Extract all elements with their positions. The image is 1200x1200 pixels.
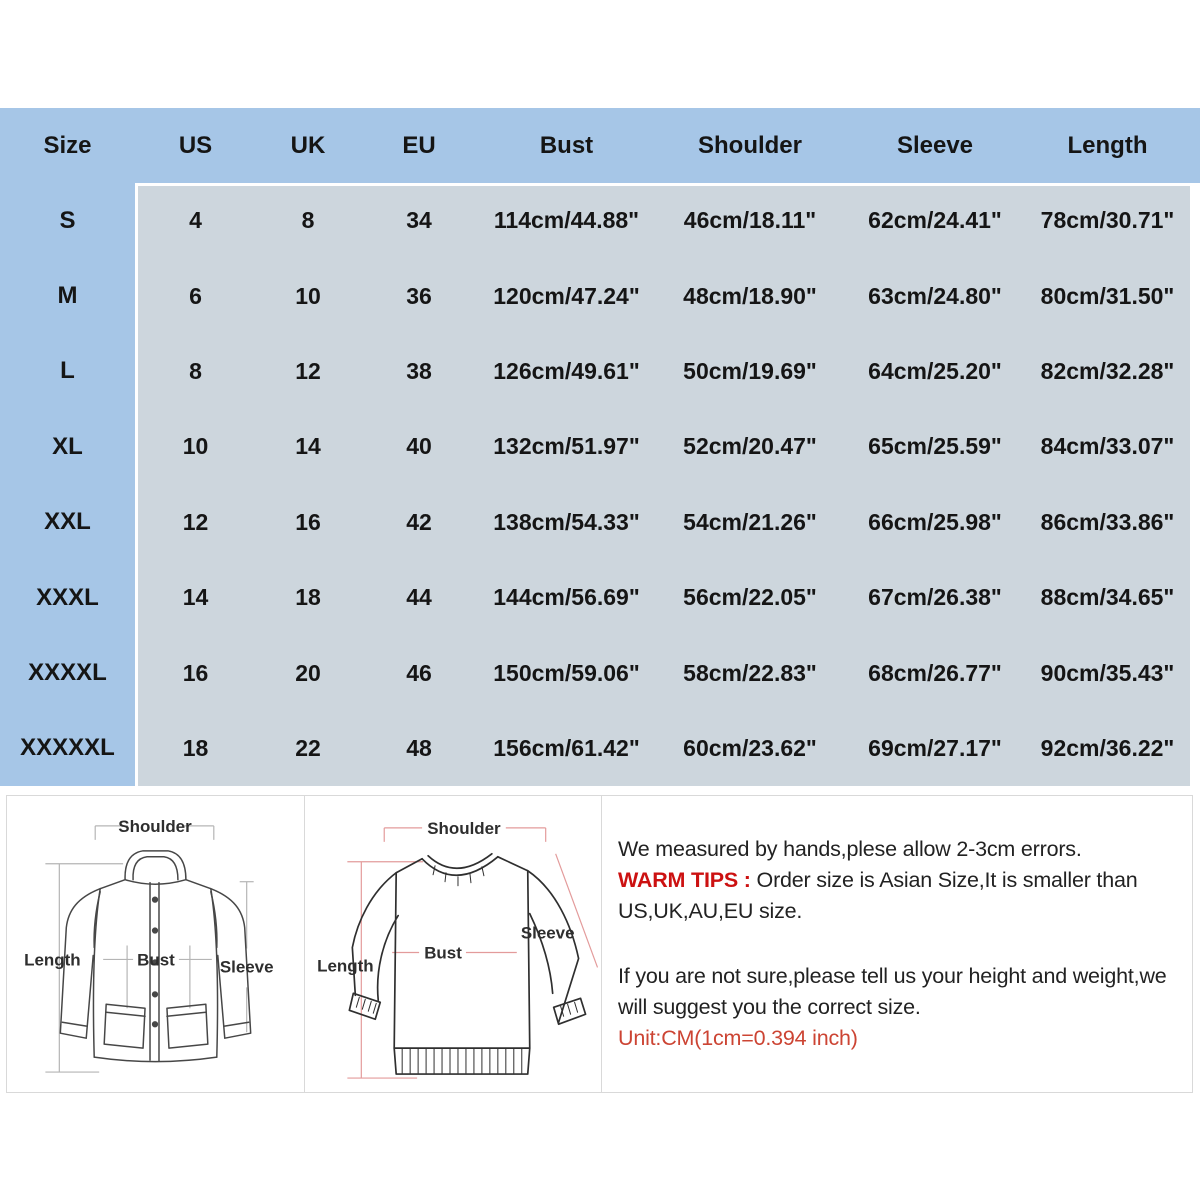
sweater-shoulder-label: Shoulder xyxy=(427,818,501,838)
sweater-measurement-diagram xyxy=(305,796,601,1093)
table-cell: 144cm/56.69" xyxy=(493,584,640,611)
table-cell: 16 xyxy=(182,659,209,686)
col-header-us: US xyxy=(178,131,213,159)
table-cell: 54cm/21.26" xyxy=(683,508,817,535)
table-cell: 150cm/59.06" xyxy=(493,659,640,686)
table-cell: 4 xyxy=(189,207,202,234)
table-cell: 14 xyxy=(295,433,321,460)
table-cell: 10 xyxy=(182,433,209,460)
table-cell: 64cm/25.20" xyxy=(868,357,1002,384)
table-cell: 42 xyxy=(406,508,432,535)
measured-by-hands-note: We measured by hands,plese allow 2-3cm errors. xyxy=(618,837,1082,861)
sweater-length-label: Length xyxy=(317,956,374,976)
row-label: XXXL xyxy=(36,583,99,611)
table-cell: 92cm/36.22" xyxy=(1040,734,1175,761)
table-cell: 60cm/23.62" xyxy=(683,734,817,761)
table-cell: 88cm/34.65" xyxy=(1040,584,1175,611)
table-cell: 18 xyxy=(295,584,321,611)
row-label: M xyxy=(57,282,78,310)
col-header-bust: Bust xyxy=(539,131,594,159)
table-cell: 48 xyxy=(406,734,432,761)
table-cell: 78cm/30.71" xyxy=(1040,207,1175,234)
table-cell: 36 xyxy=(406,282,432,309)
jacket-sleeve-label: Sleeve xyxy=(219,957,274,977)
size-help-note xyxy=(618,961,1178,1054)
jacket-length-label: Length xyxy=(24,950,81,970)
table-cell: 16 xyxy=(295,508,321,535)
jacket-bust-label: Bust xyxy=(137,950,175,970)
row-label: XXL xyxy=(44,508,91,536)
table-cell: 68cm/26.77" xyxy=(868,659,1002,686)
measure-guide-section xyxy=(6,795,1193,1093)
table-cell: 22 xyxy=(295,734,321,761)
table-cell: 67cm/26.38" xyxy=(868,584,1002,611)
table-cell: 114cm/44.88" xyxy=(493,207,640,234)
size-help-line1: If you are not sure,please tell us your height and weight,we xyxy=(618,964,1167,988)
warm-tips-text-line1: Order size is Asian Size,It is smaller than xyxy=(756,868,1138,892)
table-cell: 120cm/47.24" xyxy=(493,282,640,309)
row-label: XXXXXL xyxy=(20,734,115,762)
table-cell: 132cm/51.97" xyxy=(493,433,640,460)
unit-note: Unit:CM(1cm=0.394 inch) xyxy=(618,1026,858,1050)
table-cell: 50cm/19.69" xyxy=(683,357,817,384)
row-label: L xyxy=(60,357,75,385)
sweater-outline xyxy=(349,854,585,1074)
table-cell: 12 xyxy=(295,357,321,384)
col-header-sleeve: Sleeve xyxy=(896,131,974,159)
size-help-line2: will suggest you the correct size. xyxy=(618,995,921,1019)
warm-tips-label: WARM TIPS : xyxy=(618,868,751,892)
table-cell: 18 xyxy=(182,734,209,761)
table-cell: 10 xyxy=(295,282,321,309)
notes-panel xyxy=(602,796,1192,1092)
size-table xyxy=(0,108,1190,786)
table-cell: 34 xyxy=(406,207,432,234)
col-header-size: Size xyxy=(43,131,92,159)
table-cell: 12 xyxy=(182,508,209,535)
table-cell: 90cm/35.43" xyxy=(1040,659,1175,686)
table-cell: 156cm/61.42" xyxy=(493,734,640,761)
jacket-measurement-diagram xyxy=(7,796,305,1093)
table-cell: 58cm/22.83" xyxy=(683,659,817,686)
table-cell: 80cm/31.50" xyxy=(1040,282,1175,309)
col-header-shoulder: Shoulder xyxy=(697,131,802,159)
col-header-length: Length xyxy=(1067,131,1148,159)
table-cell: 56cm/22.05" xyxy=(683,584,817,611)
table-cell: 8 xyxy=(189,357,202,384)
table-cell: 46 xyxy=(406,659,432,686)
table-cell: 69cm/27.17" xyxy=(868,734,1002,761)
row-label: XL xyxy=(52,432,83,460)
table-cell: 6 xyxy=(189,282,202,309)
warm-tips-text-line2: US,UK,AU,EU size. xyxy=(618,899,803,923)
table-cell: 46cm/18.11" xyxy=(683,207,817,234)
row-label: XXXXL xyxy=(28,659,107,687)
table-cell: 14 xyxy=(182,584,209,611)
table-cell: 66cm/25.98" xyxy=(868,508,1002,535)
table-cell: 126cm/49.61" xyxy=(493,357,640,384)
table-cell: 63cm/24.80" xyxy=(868,282,1002,309)
table-cell: 40 xyxy=(406,433,432,460)
table-cell: 48cm/18.90" xyxy=(683,282,817,309)
table-cell: 138cm/54.33" xyxy=(493,508,640,535)
table-cell: 52cm/20.47" xyxy=(683,433,817,460)
table-cell: 65cm/25.59" xyxy=(868,433,1002,460)
table-cell: 8 xyxy=(301,207,315,234)
sweater-bust-label: Bust xyxy=(424,943,462,963)
col-header-eu: EU xyxy=(402,131,436,159)
table-cell: 84cm/33.07" xyxy=(1040,433,1175,460)
sweater-sleeve-label: Sleeve xyxy=(520,923,575,943)
table-cell: 62cm/24.41" xyxy=(868,207,1002,234)
sweater-diagram-panel xyxy=(305,796,602,1092)
table-cell: 20 xyxy=(295,659,321,686)
jacket-diagram-panel xyxy=(7,796,305,1092)
table-cell: 86cm/33.86" xyxy=(1040,508,1175,535)
col-header-uk: UK xyxy=(290,131,326,159)
table-cell: 82cm/32.28" xyxy=(1040,357,1175,384)
measurement-note xyxy=(618,834,1178,927)
row-label: S xyxy=(59,206,76,234)
jacket-shoulder-label: Shoulder xyxy=(118,816,192,836)
table-cell: 44 xyxy=(406,584,432,611)
table-cell: 38 xyxy=(406,357,432,384)
